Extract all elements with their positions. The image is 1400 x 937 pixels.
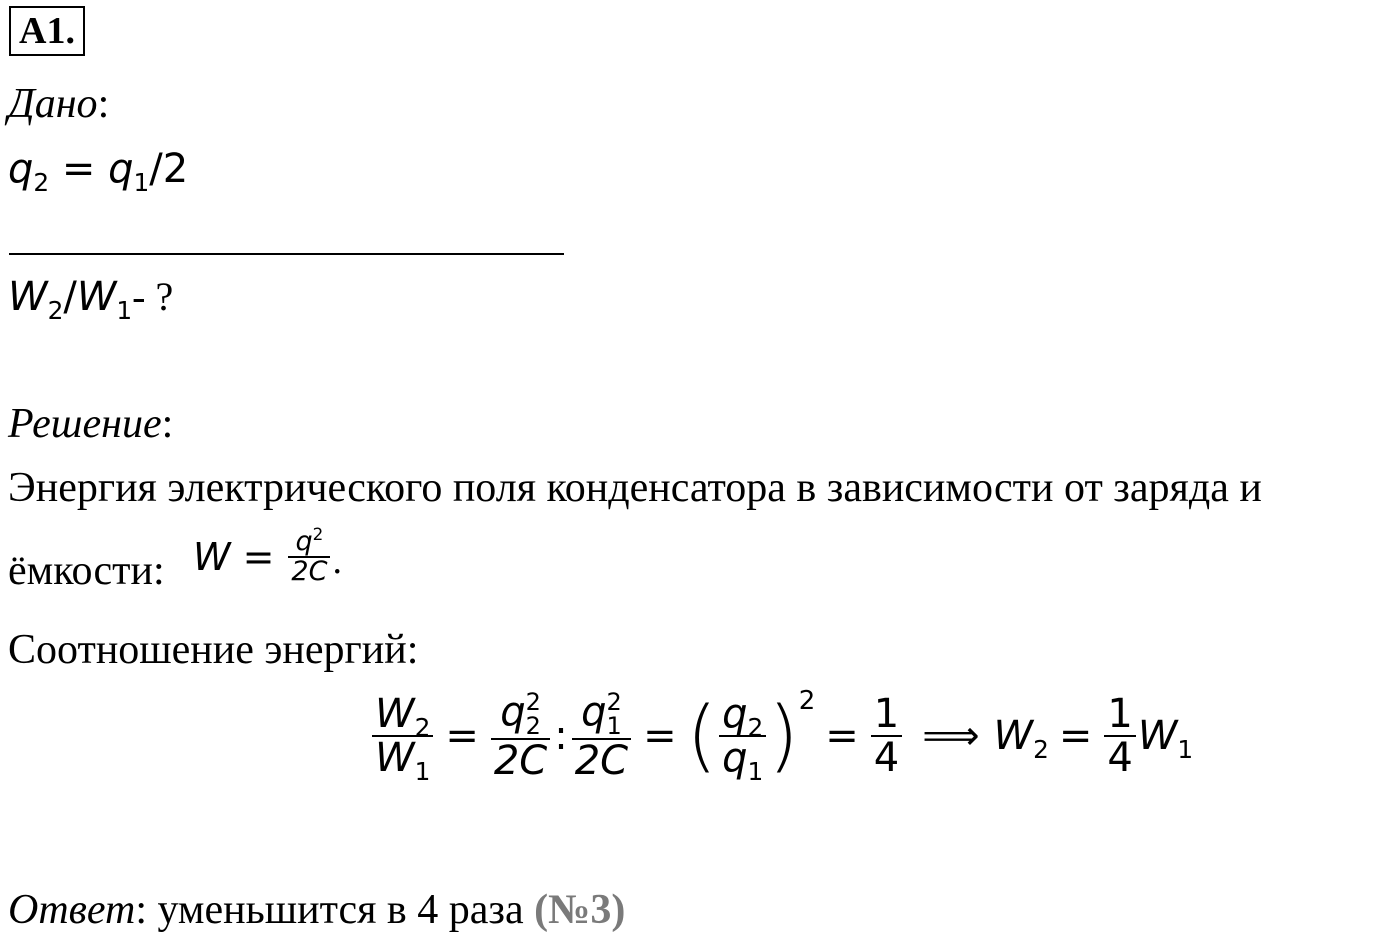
eq-equals-1: = — [445, 713, 479, 759]
eq-frac-q2-q1 — [719, 691, 766, 786]
eq-frac-q1sq-2c — [572, 690, 631, 782]
inline-denominator: 2C — [291, 556, 328, 588]
solution-heading — [8, 400, 173, 448]
answer-reference: (№3) — [534, 887, 626, 933]
answer-line — [8, 886, 625, 934]
find-slash: / — [63, 274, 77, 320]
eq-frac-one-quarter-num: 1 — [873, 691, 900, 737]
given-rest: /2 — [149, 146, 189, 192]
inline-eq: = — [242, 535, 275, 580]
given-eq: = — [49, 146, 109, 192]
given-q1: $q_1$ — [108, 146, 150, 197]
inline-numerator: $q^2$ — [295, 524, 324, 557]
eq-frac-q2sq-den: 2C — [493, 738, 548, 784]
solution-line-1: Энергия электрического поля конденсатора в зависимости от заряда и — [8, 465, 1262, 511]
eq-result-fraction-num: 1 — [1107, 691, 1133, 737]
solution-heading-text: Решение — [8, 401, 162, 447]
given-heading — [8, 80, 109, 128]
find-question: - ? — [132, 274, 174, 319]
main-equation — [370, 686, 1194, 786]
given-heading-text: Дано — [8, 81, 98, 127]
eq-result-w2: $W_2$ — [993, 713, 1049, 764]
eq-result-w1: $W_1$ — [1137, 713, 1194, 764]
inline-w: W — [193, 535, 231, 580]
solution-line-2-prefix: ёмкости: — [8, 548, 165, 594]
eq-result-fraction — [1104, 693, 1135, 779]
inline-period: . — [332, 539, 342, 582]
eq-equals-4: = — [1058, 713, 1093, 759]
inline-fraction — [288, 524, 330, 588]
given-condition — [8, 146, 189, 197]
eq-frac-q2sq-num: q 2 2 — [500, 688, 541, 740]
eq-right-paren: ) — [768, 691, 799, 781]
eq-frac-w2-w1-den: $W_1$ — [375, 735, 431, 786]
answer-text: уменьшится в 4 раза — [146, 887, 535, 933]
eq-equals-2: = — [643, 713, 677, 759]
find-w1: $W_1$ — [76, 274, 133, 325]
eq-frac-one-quarter-den: 4 — [873, 735, 900, 781]
eq-frac-q2sq-2c — [491, 690, 550, 782]
eq-left-paren: ( — [686, 691, 718, 781]
eq-frac-q1sq-den: 2C — [574, 738, 629, 784]
given-heading-colon: : — [97, 81, 110, 127]
eq-colon: : — [554, 713, 568, 759]
given-q2: $q_2$ — [8, 146, 50, 197]
given-divider — [9, 253, 564, 255]
eq-result-fraction-den: 4 — [1107, 735, 1133, 781]
eq-frac-q1sq-num: q 2 1 — [581, 688, 622, 740]
inline-formula — [193, 524, 342, 588]
ratio-label: Соотношение энергий: — [8, 627, 419, 673]
eq-frac-q2-q1-num: $q_2$ — [722, 691, 764, 742]
eq-frac-w2-w1 — [372, 691, 433, 786]
find-line — [8, 273, 174, 325]
problem-label: A1. — [9, 6, 85, 56]
answer-heading: Ответ — [8, 887, 136, 933]
eq-implies: ⟹ — [922, 713, 980, 759]
solution-heading-colon: : — [161, 401, 174, 447]
find-w2: $W_2$ — [8, 274, 64, 325]
answer-colon: : — [135, 887, 147, 933]
eq-equals-3: = — [825, 713, 859, 759]
eq-frac-w2-w1-num: $W_2$ — [375, 691, 431, 742]
eq-power: 2 — [798, 686, 816, 716]
eq-frac-q2-q1-den: $q_1$ — [722, 735, 764, 786]
eq-frac-one-quarter — [871, 693, 902, 779]
